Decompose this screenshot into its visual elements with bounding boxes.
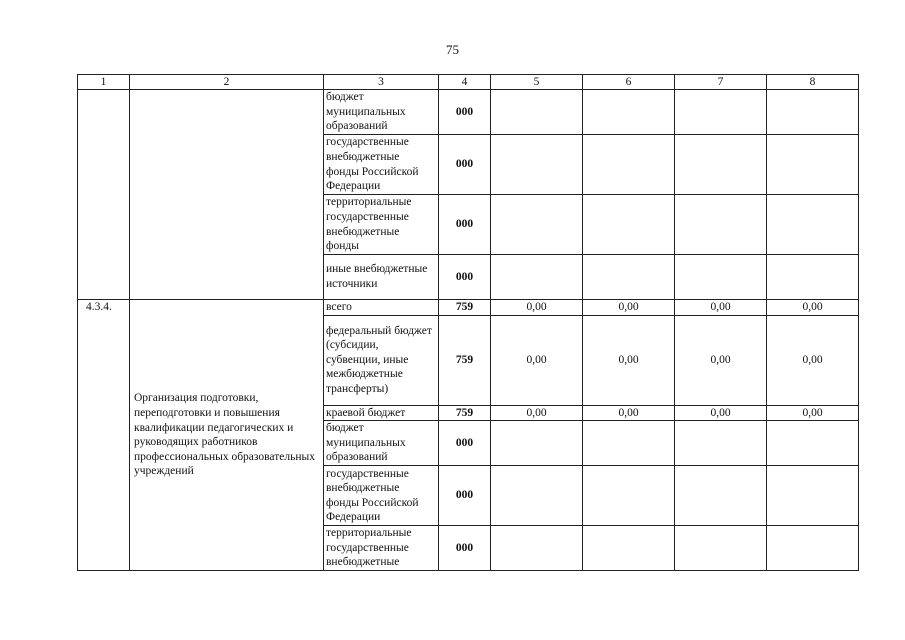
value-cell: 0,00 (675, 315, 767, 405)
funding-table (77, 74, 859, 571)
value-cell (583, 466, 675, 526)
item-number-cell: 4.3.4. (78, 300, 130, 571)
value-cell (675, 135, 767, 195)
code-cell: 759 (439, 315, 491, 405)
source-cell: территориальные государственные внебюджетные фонды (324, 195, 439, 255)
code-cell: 000 (439, 421, 491, 466)
source-cell: территориальные государственные внебюджетные (324, 526, 439, 571)
value-cell (491, 526, 583, 571)
value-cell (675, 526, 767, 571)
item-name-cell (130, 90, 324, 300)
value-cell (583, 421, 675, 466)
value-cell (675, 195, 767, 255)
value-cell: 0,00 (583, 315, 675, 405)
code-cell: 759 (439, 405, 491, 421)
header-row (78, 75, 859, 90)
source-cell: государственные внебюджетные фонды Российской Федерации (324, 135, 439, 195)
source-cell: бюджет муниципальных образований (324, 90, 439, 135)
value-cell (767, 195, 859, 255)
header-cell: 4 (439, 75, 491, 90)
value-cell (583, 255, 675, 300)
code-cell: 000 (439, 526, 491, 571)
value-cell (583, 90, 675, 135)
table-row (78, 300, 859, 316)
value-cell (767, 466, 859, 526)
source-cell: бюджет муниципальных образований (324, 421, 439, 466)
value-cell (491, 90, 583, 135)
header-cell: 7 (675, 75, 767, 90)
value-cell: 0,00 (491, 300, 583, 316)
source-cell: краевой бюджет (324, 405, 439, 421)
value-cell (583, 526, 675, 571)
value-cell (583, 135, 675, 195)
item-name-cell: Организация подготовки, переподготовки и повышения квалификации педагогических и руководящих работников профессиональных образовательных учреждений (130, 300, 324, 571)
value-cell (675, 255, 767, 300)
value-cell: 0,00 (767, 315, 859, 405)
source-cell: федеральный бюджет (субсидии, субвенции, иные межбюджетные трансферты) (324, 315, 439, 405)
code-cell: 000 (439, 466, 491, 526)
value-cell (675, 421, 767, 466)
header-cell: 2 (130, 75, 324, 90)
source-cell: иные внебюджетные источники (324, 255, 439, 300)
value-cell: 0,00 (767, 405, 859, 421)
value-cell (583, 195, 675, 255)
code-cell: 000 (439, 195, 491, 255)
value-cell (491, 135, 583, 195)
value-cell (767, 90, 859, 135)
value-cell: 0,00 (583, 300, 675, 316)
value-cell (491, 466, 583, 526)
value-cell (491, 195, 583, 255)
table-row (78, 90, 859, 135)
source-cell: государственные внебюджетные фонды Российской Федерации (324, 466, 439, 526)
item-number-cell (78, 90, 130, 300)
value-cell (767, 421, 859, 466)
value-cell: 0,00 (491, 405, 583, 421)
value-cell: 0,00 (675, 300, 767, 316)
value-cell: 0,00 (675, 405, 767, 421)
value-cell (675, 466, 767, 526)
source-cell: всего (324, 300, 439, 316)
value-cell (675, 90, 767, 135)
value-cell (491, 255, 583, 300)
header-cell: 8 (767, 75, 859, 90)
value-cell (767, 135, 859, 195)
value-cell: 0,00 (583, 405, 675, 421)
value-cell: 0,00 (491, 315, 583, 405)
value-cell: 0,00 (767, 300, 859, 316)
header-cell: 1 (78, 75, 130, 90)
value-cell (767, 255, 859, 300)
code-cell: 000 (439, 90, 491, 135)
header-cell: 3 (324, 75, 439, 90)
value-cell (491, 421, 583, 466)
header-cell: 6 (583, 75, 675, 90)
header-cell: 5 (491, 75, 583, 90)
code-cell: 000 (439, 135, 491, 195)
value-cell (767, 526, 859, 571)
code-cell: 759 (439, 300, 491, 316)
code-cell: 000 (439, 255, 491, 300)
page-number: 75 (446, 42, 459, 57)
